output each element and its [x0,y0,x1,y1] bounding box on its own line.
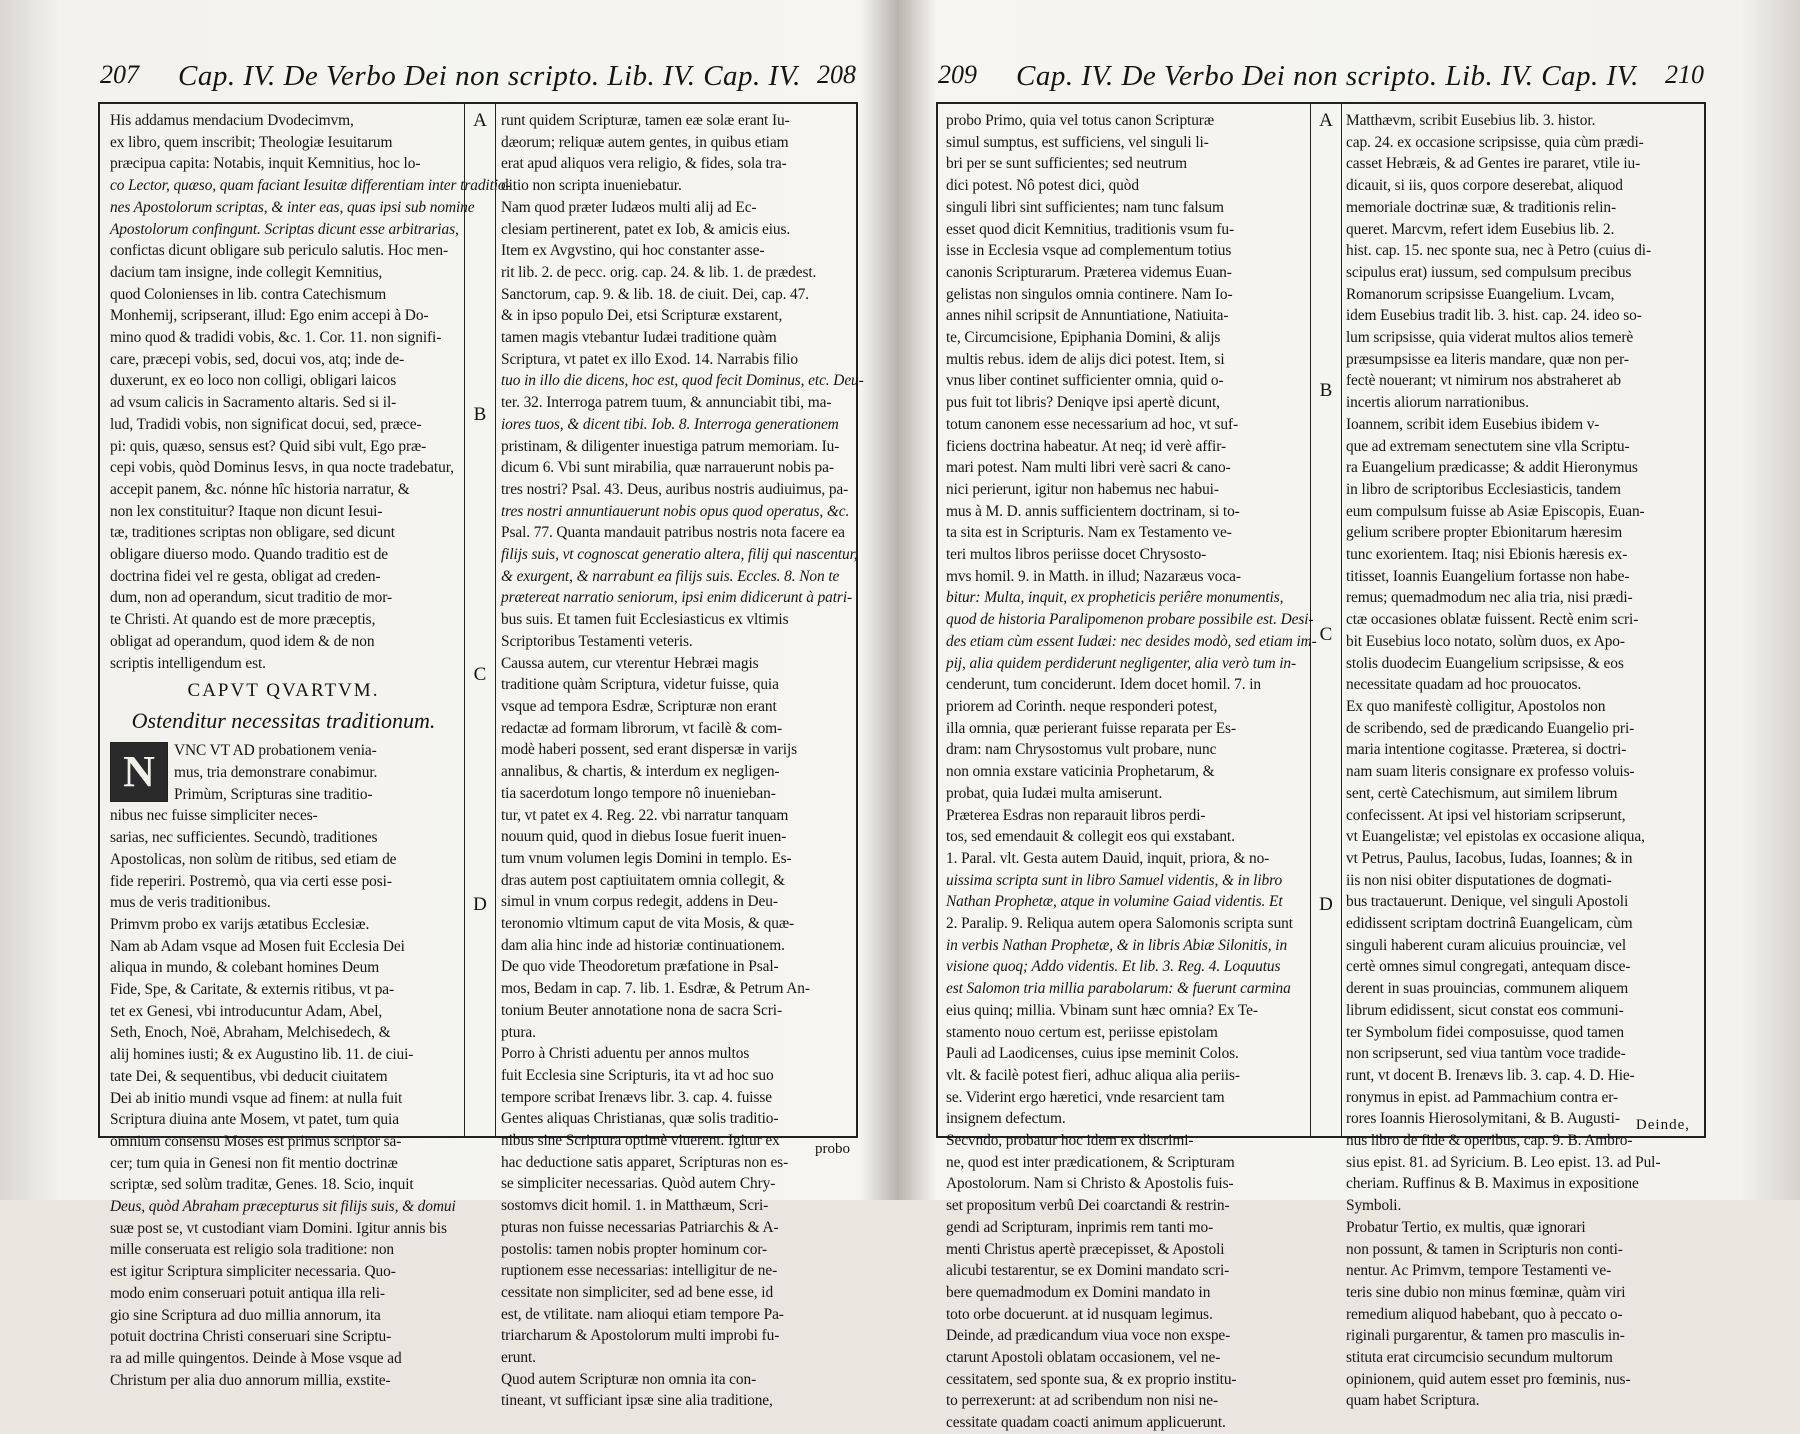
text-line: vt Euangelistæ; vel epistolas ex occasione aliqua, [1346,828,1645,846]
text-line: pus fuit tot libris? Deniqve ipsi apertè dicunt, [946,394,1220,412]
text-line: Romanorum scripsisse Euangelium. Lvcam, [1346,285,1615,303]
right-column-1 [946,110,1317,1432]
text-line: ronymus in epist. ad Pammachium contra er- [1346,1088,1619,1106]
text-line: in libro de scriptoribus Ecclesiasticis, tandem [1346,480,1621,498]
text-line: se. Viderint ergo hæretici, vnde resarcient tam [946,1088,1225,1106]
margin-letter: D [473,894,487,915]
text-line: Caussa autem, cur vterentur Hebræi magis [501,654,759,672]
page-number: 210 [1665,60,1704,89]
text-line: tonium Beuter annotatione nona de sacra Scri- [501,1001,782,1019]
text-line: non scripserunt, sed viua tantùm voce tradide- [1346,1045,1626,1063]
margin-letter: A [1319,110,1333,131]
text-line: in verbis Nathan Prophetæ, & in libris Abiæ Silonitis, in [946,936,1288,954]
text-line: mus, tria demonstrare conabimur. [174,763,378,781]
text-line: ne, quod est inter prædicationem, & Scripturam [946,1153,1235,1171]
text-line: bitur: Multa, inquit, ex propheticis periêre monumentis, [946,589,1284,607]
text-line: ruptionem esse necessarias: intelligitur de ne- [501,1262,778,1280]
decorated-initial: N [110,742,168,802]
text-line: priorem ad Corinth. neque responderi potest, [946,697,1218,715]
text-line: Sanctorum, cap. 9. & lib. 18. de ciuit. Dei, cap. 47. [501,285,809,303]
text-line: mino quod & tradidi vobis, &c. 1. Cor. 11. non signifi- [110,329,442,347]
margin-letter: D [1319,894,1333,915]
text-line: mvs homil. 9. in Matth. in illud; Nazaræus voca- [946,567,1241,585]
text-line: set propositum verbû Dei coarctandi & restrin- [946,1197,1230,1215]
text-line: annes nihil scripsit de Annuntiatione, Natiuita- [946,307,1229,325]
text-line: dacium tam insigne, inde collegit Kemnitius, [110,263,383,281]
text-line: vsque ad tempora Esdræ, Scripturæ non erant [501,697,777,715]
text-line: edidissent scriptam doctrinâ Euangelicam, cùm [1346,915,1633,933]
text-line: vt Petrus, Paulus, Iacobus, Iudas, Ioannes; & in [1346,849,1633,867]
text-line: Primùm, Scripturas sine traditio- [174,785,373,803]
right-page [936,48,1706,1432]
text-line: suæ post se, vt custodiant viam Domini. Igitur annis bis [110,1219,447,1237]
text-line: rores Ioannis Hierosolymitani, & B. Augusti- [1346,1110,1620,1128]
text-line: dicum 6. Vbi sunt mirabilia, quæ narrauerunt nobis pa- [501,459,834,477]
text-line: Nam ab Adam vsque ad Mosen fuit Ecclesia Dei [110,937,405,955]
text-line: stituta erat circumcisio secundum multorum [1346,1349,1613,1367]
text-line: tunc exorientem. Itaq; nisi Ebionis hæresis ex- [1346,546,1628,564]
text-line: necessitate quadam ad hoc prouocatos. [1346,676,1582,694]
text-line: ra Euangelium prædicasse; & addit Hieronymus [1346,459,1638,477]
text-line: librum edidissent, sicut constat eos communi- [1346,1001,1624,1019]
text-line: ad vsum calicis in Sacramento altaris. Sed si il- [110,394,397,412]
text-line: pturas non fuisse necessarias Patriarchis & A- [501,1218,779,1236]
text-line: Probatur Tertio, ex multis, quæ ignorari [1346,1218,1586,1236]
text-line: to perrexerunt: at ad scribendum non nisi ne- [946,1392,1219,1410]
text-line: stamento nouo certum est, periisse epistolam [946,1023,1218,1041]
text-line: clesiam pertinerent, patet ex Iob, & amicis eius. [501,220,791,238]
text-line: tamen magis vtebantur Iudæi traditione quàm [501,329,777,347]
text-line: sius epist. 81. ad Syricium. B. Leo epist. 13. ad Pul- [1346,1153,1661,1171]
text-line: illa omnia, quæ perierant fuisse reparata per Es- [946,719,1236,737]
text-line: Item ex Avgvstino, qui hoc constanter asse- [501,242,765,260]
text-line: His addamus mendacium Dvodecimvm, [110,112,354,129]
text-line: Scriptura diuina ante Mosem, vt patet, tum quia [110,1111,399,1129]
text-line: cap. 24. ex occasione scripsisse, quia cùm prædi- [1346,133,1644,151]
text-line: Seth, Enoch, Noë, Abraham, Melchisedech, & [110,1024,391,1042]
text-line: ex libro, quem inscribit; Theologiæ Iesuitarum [110,133,393,151]
text-line: sent, certè Catechismum, aut similem librum [1346,784,1618,802]
running-head: Cap. IV. De Verbo Dei non scripto. Lib. IV. Cap. IV. [178,60,801,92]
text-line: probat, quia Iudæi multa amiserunt. [946,784,1163,802]
text-line: bus tractauerunt. Denique, vel singuli Apostoli [1346,893,1629,911]
text-line: iores tuos, & dicent tibi. Iob. 8. Interroga generationem [501,415,839,433]
text-line: cheriam. Ruffinus & B. Maximus in expositione [1346,1175,1639,1193]
text-line: bere quemadmodum ex Domini mandato in [946,1283,1211,1301]
text-line: opinionem, quid autem esset pro fœminis, nus- [1346,1370,1631,1388]
text-line: fuit Ecclesia sine Scripturis, ita vt ad hoc suo [501,1066,774,1084]
text-line: est Salomon tria millia parabolarum: & fuerunt carmina [946,980,1291,998]
text-line: 1. Paral. vlt. Gesta autem Dauid, inquit, priora, & no- [946,849,1270,867]
text-line: Quod autem Scripturæ non omnia ita con- [501,1370,757,1388]
text-line: tres nostri? Psal. 43. Deus, auribus nostris audiuimus, pa- [501,480,849,498]
text-line: Deus, quòd Abraham præcepturus sit filijs suis, & domui [110,1198,456,1216]
left-page-header [98,60,858,106]
margin-letter: A [473,110,487,131]
text-line: Dei ab initio mundi vsque ad finem: at nulla fuit [110,1089,403,1107]
text-line: derent in suas prouincias, communem aliquem [1346,980,1629,998]
text-line: Pauli ad Laodicenses, cuius ipse meminit Colos. [946,1045,1239,1063]
text-line: gelistas non singulos omnia continere. Nam Io- [946,285,1233,303]
text-line: singuli haberent curam alicuius prouinciæ, vel [1346,936,1627,954]
text-line: bit Eusebius loco notato, solùm duos, ex Apo- [1346,632,1625,650]
text-line: vnus liber continet sufficienter omnia, quid o- [946,372,1224,390]
text-line: fectè nouerant; vt nimirum nos abstraheret ab [1346,372,1621,390]
text-line: bus suis. Et tamen fuit Ecclesiasticus ex vltimis [501,611,789,629]
text-line: mus de veris traditionibus. [110,894,271,912]
text-line: iis non nisi obiter disputationes de dogmati- [1346,871,1612,889]
paragraph-block [946,110,1317,1434]
text-line: mari potest. Nam multi libri verè sacri & cano- [946,459,1231,477]
text-line: nus libro de fide & operibus, cap. 9. B. Ambro- [1346,1132,1633,1150]
text-line: Symboli. [1346,1197,1402,1215]
text-line: cessitate quadam coacti animum applicuerunt. [946,1414,1226,1432]
text-line: nibus nec fuisse simpliciter neces- [110,807,318,825]
right-column-2 [1346,110,1688,1410]
text-line: tia sacerdotum longo tempore nô inuenieban- [501,784,776,802]
text-line: pi: quis, quæso, sensus est? Quid sibi vult, Ego præ- [110,437,427,455]
text-line: de scribendo, sed de prædicando Euangelio pri- [1346,719,1635,737]
text-line: 2. Paralip. 9. Reliqua autem opera Salomonis scripta sunt [946,915,1293,933]
text-line: dam alia hinc inde ad historiæ continuationem. [501,936,785,954]
text-line: singuli libri sint sufficientes; nam tunc falsum [946,198,1224,216]
text-line: cenderunt, tum conciderunt. Idem docet homil. 7. in [946,676,1262,694]
text-line: mus à M. D. annis sufficientem doctrinam, si to- [946,502,1240,520]
text-line: eius quinq; millia. Vbinam sunt hæc omnia? Ex Te- [946,1001,1258,1019]
text-line: riginali purgarentur, & tamen pro masculis in- [1346,1327,1625,1345]
text-line: simul sumptus, est sufficiens, vel singuli li- [946,133,1209,151]
text-line: multis rebus. idem de alijs dici potest. Item, si [946,350,1225,368]
text-line: lum scripsisse, quia viderat multos alios temerè [1346,329,1634,347]
text-line: stolis duodecim Euangelium scripsisse, & eos [1346,654,1624,672]
paragraph-block [501,110,864,1412]
text-line: menti Christus apertè præcepisset, & Apostoli [946,1240,1225,1258]
text-line: Apostolicas, non solùm de ritibus, sed etiam de [110,850,397,868]
page-number: 209 [938,60,977,89]
text-line: incertis aliorum narrationibus. [1346,394,1529,412]
text-line: titisset, Ioannis Euangelium fortasse non habe- [1346,567,1630,585]
margin-letter-column [464,104,496,1136]
text-line: erunt. [501,1349,536,1367]
text-line: pij, alia quidem perdiderunt negligenter, alia verò tum in- [946,654,1297,672]
text-line: nentur. Ac Primvm, tempore Testamenti ve- [1346,1262,1612,1280]
text-line: Scriptoribus Testamenti veteris. [501,632,693,650]
text-line: teris sine dubio non minus fœminæ, quàm viri [1346,1283,1626,1301]
text-line: bri per se sunt sufficientes; sed neutrum [946,155,1187,173]
text-line: tuo in illo die dicens, hoc est, quod fecit Dominus, etc. Deu- [501,372,864,390]
text-line: postolis: tamen nobis propter hominum cor- [501,1240,768,1258]
text-line: vlt. & facilè potest fieri, adhuc aliqua alia periis- [946,1066,1240,1084]
text-line: sostomvs dicit homil. 1. in Matthæum, Scri- [501,1197,769,1215]
text-line: nouum quid, quod in diebus Iosue fuerit inuen- [501,828,787,846]
text-line: mille conseruata est religio sola traditione: non [110,1241,395,1259]
text-line: prætereat narratio seniorum, ipsi enim didicerunt à patri- [501,589,853,607]
text-line: accepit panem, &c. nónne hîc historia narratur, & [110,480,410,498]
text-line: quod Colonienses in lib. contra Catechismum [110,285,387,303]
text-line: totum canonem esse necessarium ad hoc, vt suf- [946,415,1239,433]
running-head: Cap. IV. De Verbo Dei non scripto. Lib. IV. Cap. IV. [1016,60,1639,92]
page-number: 208 [817,60,856,89]
text-line: nibus sine Scriptura optimè viuerent. Igitur ex [501,1132,780,1150]
text-line: tate Dei, & sequentibus, vbi deducit ciuitatem [110,1067,388,1085]
text-line: dras autem post captiuitatem omnia collegit, & [501,871,785,889]
text-line: Ioannem, scribit idem Eusebius ibidem v- [1346,415,1600,433]
text-line: se simpliciter necessarias. Quòd autem Chry- [501,1175,776,1193]
text-line: runt, vt docent B. Irenævs lib. 3. cap. 4. D. Hie- [1346,1066,1635,1084]
text-line: nes Apostolorum scriptas, & inter eas, quas ipsi sub nomine [110,198,475,216]
text-line: lud, Tradidi vobis, non significat docui, sed, præce- [110,415,422,433]
text-line: redactæ ad formam librorum, vt facilè & com- [501,719,783,737]
text-line: Deinde, ad prædicandum viua voce non exspe- [946,1327,1231,1345]
text-line: non possunt, & tamen in Scripturis non conti- [1346,1240,1623,1258]
text-line: quod de historia Paralipomenon probare possibile est. Desi- [946,611,1314,629]
text-line: probo Primo, quia vel totus canon Scripturæ [946,112,1214,129]
text-line: ter Symbolum fidei composuisse, quod tamen [1346,1023,1624,1041]
text-line: fide reperiri. Postremò, qua via certi esse posi- [110,872,392,890]
text-line: erat apud aliquos vera religio, & fides, sola tra- [501,155,787,173]
paragraph-block [110,740,457,1391]
text-line: tum vnum volumen legis Domini in templo. Es- [501,849,792,867]
text-line: annalibus, & chartis, & interdum ex negligen- [501,763,780,781]
text-line: ra ad mille quingentos. Deinde à Mose vsque ad [110,1349,402,1367]
text-line: runt quidem Scripturæ, tamen eæ solæ erant Iu- [501,112,790,129]
text-line: uissima scripta sunt in libro Samuel videntis, & in libro [946,871,1283,889]
text-line: triarcharum & Apostolorum multi improbi fu- [501,1327,780,1345]
text-line: que ad extremam senectutem sine vlla Scriptu- [1346,437,1630,455]
text-line: cer; tum quia in Genesi non fit mentio doctrinæ [110,1154,398,1172]
text-line: scipulus erat) iussum, sed compulsum precibus [1346,263,1632,281]
text-line: care, præcepi vobis, sed, docui vos, atq; inde de- [110,350,405,368]
text-line: aliqua in mundo, & colebant homines Deum [110,959,380,977]
text-line: ter. 32. Interroga patrem tuum, & annunciabit tibi, ma- [501,394,832,412]
catchword: probo [815,1141,850,1157]
left-page [98,48,864,1410]
text-line: idem Eusebius tradit lib. 3. hist. cap. 24. ideo so- [1346,307,1642,325]
text-line: Ex quo manifestè colligitur, Apostolos non [1346,697,1606,715]
text-line: tet ex Genesi, vbi introducuntur Adam, Abel, [110,1002,383,1020]
text-line: remus; quemadmodum nec alia tria, nisi prædi- [1346,589,1633,607]
page-number: 207 [100,60,139,89]
text-line: sarias, nec sufficientes. Secundò, traditiones [110,829,378,847]
text-line: præsumpsisse ea literis mandare, quæ non per- [1346,350,1629,368]
text-line: dram: nam Chrysostomus vult probare, nunc [946,741,1217,759]
text-line: Apostolorum confingunt. Scriptas dicunt esse arbitrarias, [110,220,459,238]
paragraph-block [1346,110,1688,1412]
text-line: traditione quàm Scriptura, videtur fuisse, quia [501,676,779,694]
text-line: modè haberi possent, sed erant dispersæ in varijs [501,741,798,759]
margin-letter: B [473,404,487,425]
text-line: cessitatem, sed sponte sua, & ex proprio institu- [946,1370,1237,1388]
text-line: ptura. [501,1023,536,1041]
text-line: ctarunt Apostoli oblatam occasionem, vel ne- [946,1349,1221,1367]
text-line: ctæ occasiones oblatæ fuissent. Rectè enim scri- [1346,611,1639,629]
text-line: omnium consensu Moses est primus scriptor sa- [110,1132,402,1150]
text-line: confictas dicunt obligare sub periculo salutis. Hoc men- [110,242,449,260]
text-line: non lex constituitur? Itaque non dicunt Iesui- [110,502,383,520]
text-line: De quo vide Theodoretum præfatione in Psal- [501,958,779,976]
text-line: casset Hebræis, & ad Gentes ire pararet, vtile iu- [1346,155,1641,173]
text-line: hist. cap. 15. nec sponte sua, nec à Petro (cuius di- [1346,242,1651,260]
text-line: hac deductione satis apparet, Scripturas non es- [501,1153,789,1171]
text-line: non omnia exstare vaticinia Prophetarum, & [946,763,1215,781]
text-line: simul in vnum corpus redegit, addens in Deu- [501,893,778,911]
text-line: Nathan Prophetæ, atque in volumine Gaiad videntis. Et [946,893,1283,911]
text-line: tos, sed emendauit & collegit eos qui exstabant. [946,828,1235,846]
text-line: Præterea Esdras non reparauit libros perdi- [946,806,1206,824]
text-line: Fide, Spe, & Caritate, & externis ritibus, vt pa- [110,981,395,999]
right-page-header [936,60,1706,106]
text-line: toto orbe docuerunt. at id nusquam legimus. [946,1305,1213,1323]
text-line: præcipua capita: Notabis, inquit Kemnitius, hoc lo- [110,155,421,173]
chapter-title: CAPVT QVARTVM. [187,680,380,702]
text-line: ficiens doctrina habeatur. At neq; id verè affir- [946,437,1226,455]
text-line: Primvm probo ex varijs ætatibus Ecclesiæ. [110,915,370,933]
text-frame [98,102,864,1410]
text-line: des etiam cùm essent Iudæi: nec desides modò, sed etiam im- [946,632,1317,650]
text-line: teronomio vltimum caput de vita Mosis, & quæ- [501,915,795,933]
text-line: Porro à Christi aduentu per annos multos [501,1045,750,1063]
text-line: te, Circumcisione, Epiphania Domini, & alijs [946,329,1221,347]
margin-letter: C [473,664,487,685]
text-line: potuit doctrina Christi conseruari sine Scriptu- [110,1328,392,1346]
catchword: Deinde, [1635,1117,1690,1133]
text-line: Psal. 77. Quanta mandauit patribus nostris nota facere ea [501,524,845,542]
chapter-subtitle: Ostenditur necessitas traditionum. [131,708,436,734]
text-line: gio sine Scriptura ad duo millia annorum, ita [110,1306,381,1324]
margin-letter: C [1319,624,1333,645]
text-line: doctrina fidei vel re gesta, obligat ad creden- [110,567,381,585]
text-frame [936,102,1706,1432]
text-line: dicauit, si iis, quos corpore deserebat, aliquod [1346,177,1623,195]
text-line: isse in Ecclesia vsque ad complementum totius [946,242,1232,260]
text-line: insignem defectum. [946,1110,1066,1128]
text-line: te Christi. At quando est de more præceptis, [110,611,376,629]
text-line: teri multos libros periisse docet Chrysosto- [946,546,1207,564]
paragraph-block [110,110,511,674]
text-line: memoriale doctrinæ suæ, & traditionis relin- [1346,198,1617,216]
text-line: VNC VT AD probationem venia- [174,742,377,760]
text-line: Nam quod præter Iudæos multi alij ad Ec- [501,198,757,216]
text-line: scriptis intelligendum est. [110,654,266,672]
text-line: & in ipso populo Dei, etsi Scripturæ exstarent, [501,307,783,325]
text-line: Apostolorum. Nam si Christo & Apostolis fuis- [946,1175,1234,1193]
text-line: eum compulsum fuisse ab Asiæ Episcopis, Euan- [1346,502,1645,520]
text-line: pristinam, & diligenter inuestiga patrum memoriam. Iu- [501,437,840,455]
text-line: scriptæ, sed solùm traditæ, Genes. 18. Scio, inquit [110,1176,414,1194]
text-line: Secvndo, probatur hoc idem ex discrimi- [946,1132,1194,1150]
text-line: canonis Scripturarum. Præterea videmus Euan- [946,263,1232,281]
text-line: dæorum; reliquæ autem gentes, in quibus etiam [501,133,789,151]
margin-letter: B [1319,380,1333,401]
text-line: gelium scribere propter Ebionitarum hæresim [1346,524,1623,542]
text-line: obligat ad operandum, quod idem & de non [110,632,375,650]
text-line: maria intentione cogitasse. Præterea, si doctri- [1346,741,1627,759]
text-line: & exurgent, & narrabunt ea filijs suis. Eccles. 8. Non te [501,567,840,585]
text-line: cepi vobis, quòd Dominus Iesvs, in qua nocte tradebatur, [110,459,454,477]
text-line: obligare diuerso modo. Quando traditio est de [110,546,389,564]
text-line: duxerunt, ex eo loco non colligi, obligari laicos [110,372,397,390]
text-line: quam habet Scriptura. [1346,1392,1480,1410]
text-line: rit lib. 2. de pecc. orig. cap. 24. & lib. 1. de prædest. [501,263,817,281]
text-line: Christum per alia duo annorum millia, exstite- [110,1371,391,1389]
text-line: modo enim conseruari potuit antiqua illa reli- [110,1284,385,1302]
text-line: alicubi testarentur, se ex Domini mandato scri- [946,1262,1230,1280]
text-line: tres nostri annuntiauerunt nobis opus quod operatus, &c. [501,502,850,520]
text-line: certè omnes simul congregati, antequam disce- [1346,958,1631,976]
text-line: tur, vt patet ex 4. Reg. 22. vbi narratur tanquam [501,806,789,824]
text-line: visione quoq; Addo videntis. Et lib. 3. Reg. 4. Loquutus [946,958,1281,976]
text-line: tempore scribat Irenævs libr. 3. cap. 4. fuisse [501,1088,772,1106]
text-line: nici perierunt, igitur non habemus nec habui- [946,480,1219,498]
text-line: Scriptura, vt patet ex illo Exod. 14. Narrabis filio [501,350,798,368]
text-line: ta sita est in Scripturis. Nam ex Testamento ve- [946,524,1232,542]
text-line: est igitur Scriptura simpliciter necessaria. Quo- [110,1263,396,1281]
text-line: tineant, vt sufficiant ipsæ sine alia traditione, [501,1392,773,1410]
text-line: confecissent. At ipsi vel historiam scripserunt, [1346,806,1626,824]
left-column-1 [110,110,511,1389]
text-line: esset quod dicit Kemnitius, traditionis vsum fu- [946,220,1235,238]
text-line: queret. Marcvm, refert idem Eusebius lib. 2. [1346,220,1615,238]
text-line: filijs suis, vt cognoscat generatio altera, filij qui nascentur, [501,546,858,564]
text-line: mos, Bedam in cap. 7. lib. 1. Esdræ, & Petrum An- [501,980,810,998]
text-line: dum, non ad operandum, sicut traditio de mor- [110,589,392,607]
margin-letter-column [1310,104,1342,1136]
text-line: co Lector, quæso, quam faciant Iesuitæ differentiam inter traditio- [110,177,511,195]
text-line: Matthævm, scribit Eusebius lib. 3. histor. [1346,112,1596,129]
text-line: alij homines iusti; & ex Augustino lib. 11. de ciui- [110,1046,414,1064]
text-line: dici potest. Nô potest dici, quòd [946,177,1139,195]
text-line: Gentes aliquas Christianas, quæ solis traditio- [501,1110,779,1128]
text-line: cessitate non simpliciter, sed ad bene esse, id [501,1283,774,1301]
text-line: tæ, traditiones scriptas non obligare, sed dicunt [110,524,395,542]
text-line: Monhemij, scripserant, illud: Ego enim accepi à Do- [110,307,429,325]
text-line: gendi ad Scripturam, inprimis rem tanti mo- [946,1218,1214,1236]
text-line: nam suam literis consignare ex professo voluis- [1346,763,1635,781]
text-line: ditio non scripta inueniebatur. [501,177,682,195]
text-line: remedium aliquod habebant, quo à peccato o- [1346,1305,1623,1323]
text-line: est, de vtilitate. nam alioqui etiam tempore Pa- [501,1305,784,1323]
